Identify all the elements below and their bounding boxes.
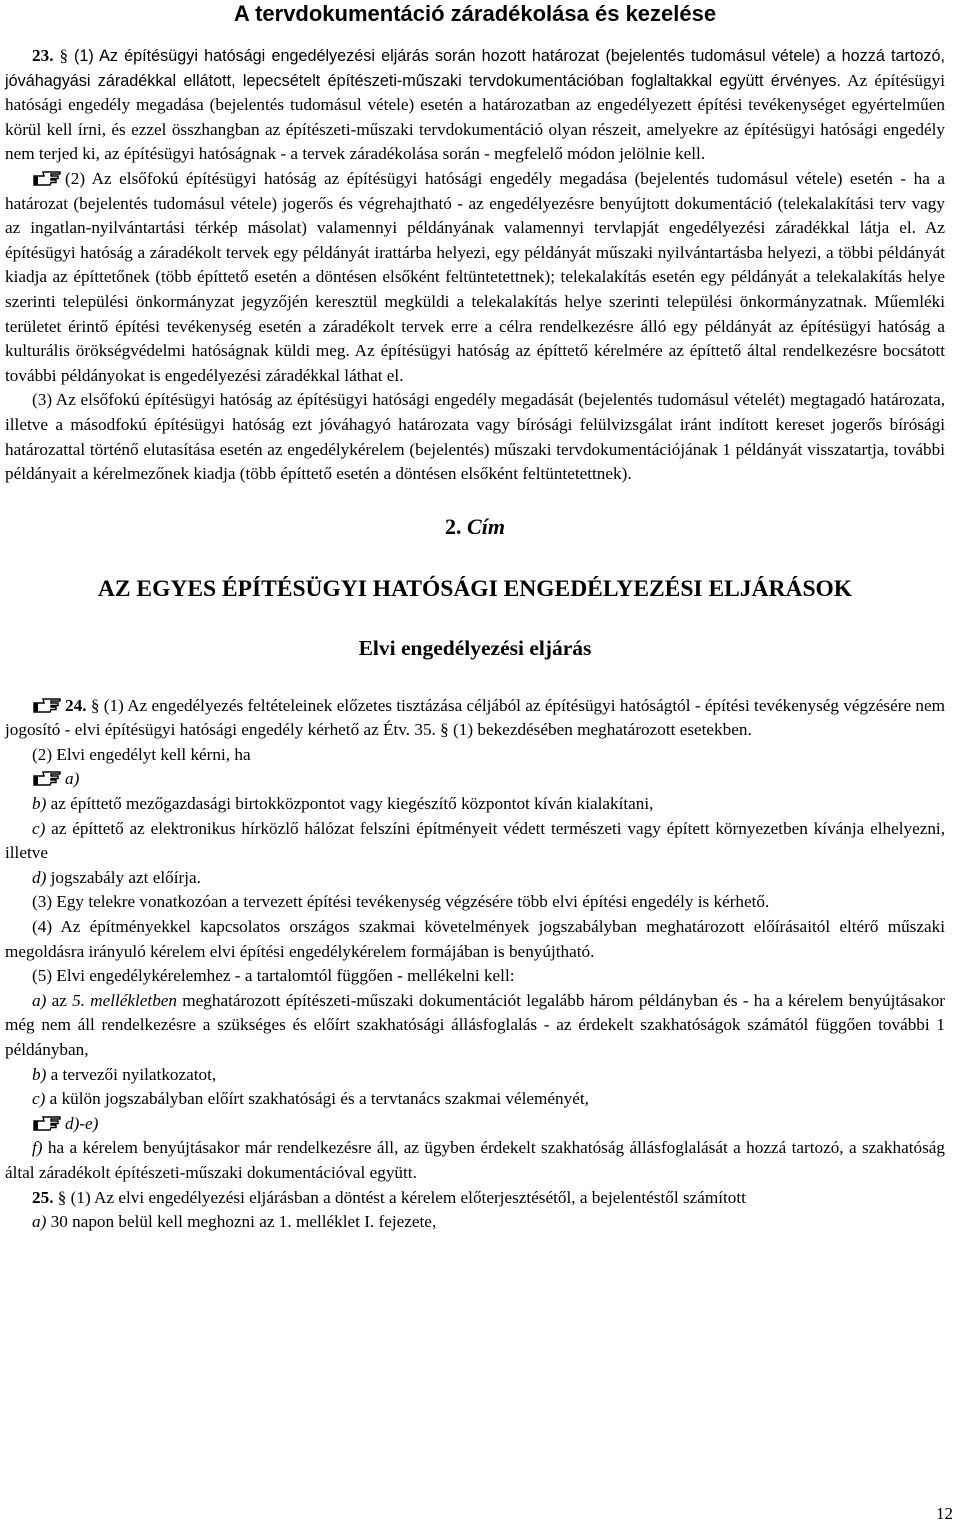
cim-heading [5,513,945,541]
item-24-5-f [5,1136,945,1185]
item-text: jogszabály azt előírja. [50,867,201,887]
item-24-2-c [5,817,945,866]
item-text-pre: az [51,990,67,1010]
section-number-24: 24. [65,695,87,715]
item-24-5-de [5,1112,945,1137]
pointing-hand-icon[interactable] [32,769,62,787]
p25-1-text: § (1) Az elvi engedélyezési eljárásban a döntést a kérelem előterjesztésétől, a bejelentéstől számított [57,1187,746,1207]
item-24-5-b [5,1063,945,1088]
p23-3-text: (3) Az elsőfokú építésügyi hatóság az építésügyi hatósági engedély megadását (bejelentés tudomásul vételét) megtagadó határozata, illetve a másodfokú építésügyi hatóság ezt jóváhagyó határozata vagy bírósági felülvizsgálat iránt indított kereset jogerős bírósági határozattal történő elutasítása esetén az engedélykérelem (bejelentés) műszaki tervdokumentációjának 1 példányát visszatartja, további példányait a kérelmezőnek kiadja (több építtető esetén a döntésen elsőként feltüntetettnek). [5,390,945,484]
p24-1-text: (1) Az engedélyezés feltételeinek előzetes tisztázása céljából az építésügyi hatóságtól - építési tevékenység végzésére nem jogosító - elvi építésügyi hatósági engedély kérhető az Étv. 35. § (1) bekezdésében meghatározott esetekben. [5,695,945,740]
paragraph-25-1 [5,1186,945,1211]
item-text: meghatározott építészeti-műszaki dokumentációt legalább három példányban és - ha a kérelem benyújtásakor még nem áll rendelkezésre a szükséges és előírt szakhatósági állásfoglalás - az érdekelt szakhatóságok számától függően további 1 példányban, [5,990,946,1059]
cim-word: Cím [467,513,505,539]
item-label: c) [32,1089,46,1109]
pointing-hand-icon[interactable] [32,696,62,714]
pointing-hand-icon[interactable] [32,169,62,187]
section-number-23: 23. [32,46,54,65]
paragraph-23-2 [5,167,945,388]
pointing-hand-icon[interactable] [32,1114,62,1132]
item-text: az építtető mezőgazdasági birtokközpontot vagy kiegészítő központot kíván kialakítani, [50,794,654,814]
section-heading: A tervdokumentáció záradékolása és kezelése [233,1,717,26]
item-label: d)-e) [65,1113,99,1133]
page-number: 12 [936,1504,953,1524]
item-text: ha a kérelem benyújtásakor már rendelkezésre áll, az ügyben érdekelt szakhatóság állásfoglalását a hozzá tartozó, a szakhatóság által záradékolt építészeti-műszaki dokumentációval együtt. [5,1138,945,1182]
item-label: a) [65,769,80,789]
paragraph-sign-icon: § [59,46,69,65]
item-label: b) [32,1064,47,1084]
item-24-5-a [5,989,945,1063]
item-label: a) [32,1212,47,1232]
item-text: a tervezői nyilatkozatot, [50,1064,217,1084]
cim-number: 2. [445,513,462,539]
annex-reference-link[interactable]: 5. mellékletben [72,990,178,1010]
document-page [5,0,945,1235]
paragraph-24-2: (2) Elvi engedélyt kell kérni, ha [32,744,251,764]
p23-2-text: (2) Az elsőfokú építésügyi hatóság az építésügyi hatósági engedély megadása (bejelentés tudomásul vétele) esetén - ha a határozat (bejelentés tudomásul vétele) jogerős és végrehajtható - az engedélyezésre benyújtott dokumentáció (telekalakítási terv vagy az ingatlan-nyilvántartási térkép másolat) valamennyi példányának valamennyi tervlapját engedélyezési záradékkal látja el. Az építésügyi hatóság a záradékolt tervek egy példányát irattárba helyezi, egy példányát műszaki nyilvántartásba helyezi, a többi példányát kiadja az építtetőnek (több építtető esetén a döntésen elsőként feltüntetettnek); telekalakítás esetén egy példányát a telekalakítás helye szerinti települési önkormányzat jegyzőjén keresztül megküldi a telekalakítás helye szerinti települési önkormányzatnak. Műemléki területet érintő építési tevékenység esetén a záradékolt tervek erre a célra rendelkezésre álló egy példányát az építésügyi hatóság a kulturális örökségvédelmi hatóságnak küldi meg. Az építésügyi hatóság az építtető kérelmére az építtető által rendelkezésre bocsátott további példányokat is engedélyezési záradékkal láthat el. [5,168,945,385]
item-24-2-a [5,767,945,792]
item-25-1-a [5,1210,945,1235]
item-24-2-b [5,792,945,817]
paragraph-24-5: (5) Elvi engedélykérelemhez - a tartalomtól függően - mellékelni kell: [32,966,515,986]
item-label: b) [32,794,47,814]
item-text: a külön jogszabályban előírt szakhatósági és a tervtanács szakmai véleményét, [49,1089,589,1109]
p23-1-text-a: (1) Az építésügyi hatósági engedélyezési eljárás során hozott határozat (bejelentés tudomásul vétele) a hozzá tartozó, jóváhagyási záradékkal ellátott, lepecsételt építészeti-műszaki tervdokumentációban foglaltakkal együtt érvényes. [5,47,945,90]
p23-1-text-b: Az építésügyi hatósági engedély megadása (bejelentés tudomásul vétele) esetén a határozatban az engedélyezett építési tevékenységet egyértelműen körül kell írni, és ezzel összhangban az építészeti-műszaki tervdokumentáció olyan részeit, amelyekre az építésügyi hatósági engedély nem terjed ki, az építésügyi hatóságnak - a tervek záradékolása során - megfelelő módon jelölnie kell. [5,70,945,164]
paragraph-sign-icon: § [90,695,100,715]
paragraph-24-4: (4) Az építményekkel kapcsolatos országos szakmai követelmények jogszabályban meghatározott előírásaitól eltérő műszaki megoldásra irányuló kérelem elvi építési engedélykérelem formájában is benyújtható. [5,917,945,961]
item-label: c) [32,818,46,838]
subchapter-title: Elvi engedélyezési eljárás [358,635,592,660]
item-text: 30 napon belül kell meghozni az 1. melléklet I. fejezete, [50,1212,437,1232]
item-label: f) [32,1138,43,1158]
item-text: az építtető az elektronikus hírközlő hálózat felszíni építményeit védett természeti vagy épített környezetben kívánja elhelyezni, illetve [5,818,945,863]
item-label: d) [32,867,47,887]
paragraph-24-3: (3) Egy telekre vonatkozóan a tervezett építési tevékenység végzésére több elvi építési engedély is kérhető. [32,892,770,912]
paragraph-23-1 [5,44,945,167]
item-label: a) [32,990,47,1010]
item-24-5-c [5,1087,945,1112]
chapter-title: AZ EGYES ÉPÍTÉSÜGYI HATÓSÁGI ENGEDÉLYEZÉSI ELJÁRÁSOK [97,575,853,602]
item-24-2-d [5,866,945,891]
section-number-25: 25. [32,1187,54,1207]
paragraph-24-1 [5,694,945,743]
paragraph-23-3 [5,388,945,486]
